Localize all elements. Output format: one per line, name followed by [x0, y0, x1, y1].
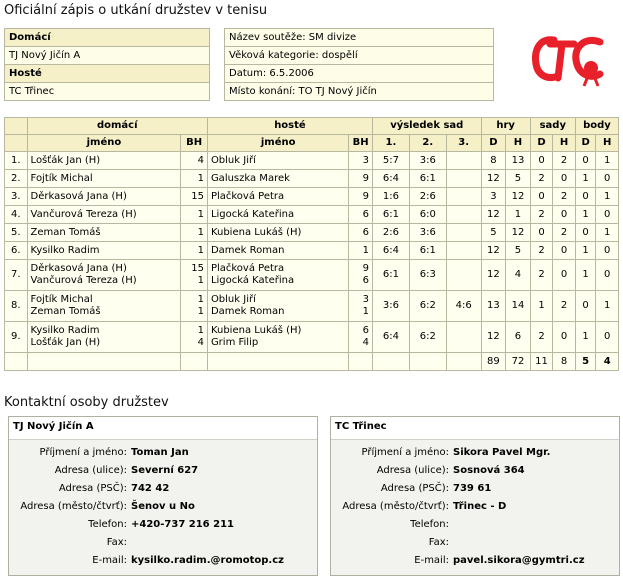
sets-h-header: H: [553, 135, 576, 152]
set3-score: 4:6: [446, 291, 481, 322]
cell-line: Děrkasová Jana (H): [30, 190, 127, 202]
contact-label: Adresa (město/čtvrť):: [342, 501, 449, 512]
cell-line: 6: [362, 226, 369, 238]
set2-score: 6:1: [409, 170, 446, 188]
sets-away: 2: [553, 291, 576, 322]
cell-line: Fojtík Michal: [30, 172, 93, 184]
cell-line: Kubiena Lukáš (H): [210, 226, 302, 238]
home-player-names: [27, 224, 181, 242]
games-away: 6: [506, 322, 531, 353]
set3-score: [446, 322, 481, 353]
contact-row: [9, 480, 317, 498]
home-bh: [181, 322, 208, 353]
points-d-header: D: [575, 135, 596, 152]
points-home: 1: [575, 242, 596, 260]
away-team-name: TC Třinec: [5, 83, 210, 101]
away-name-header: jméno: [207, 135, 348, 152]
home-player-names: [27, 322, 181, 353]
result-header: výsledek sad: [372, 118, 481, 135]
contact-value: pavel.sikora@gymtri.cz: [453, 555, 585, 566]
away-bh: [349, 242, 373, 260]
sets-away: 2: [553, 224, 576, 242]
sets-away: 0: [553, 206, 576, 224]
cell-line: 1: [197, 244, 204, 256]
contact-label: Adresa (PSČ):: [58, 483, 127, 494]
set1-score: 1:6: [372, 188, 409, 206]
sets-away: 0: [553, 242, 576, 260]
match-number: 7.: [5, 260, 28, 291]
teams-box: [4, 28, 210, 101]
points-home: 1: [575, 322, 596, 353]
points-away: 1: [596, 152, 619, 170]
away-player-names: [207, 291, 348, 322]
contact-label: Telefon:: [410, 519, 449, 530]
sets-away: 2: [553, 188, 576, 206]
cell-line: Damek Roman: [210, 306, 285, 317]
match-rows: [5, 152, 619, 353]
sets-header: sady: [530, 118, 575, 135]
points-away: 0: [596, 206, 619, 224]
games-home: 13: [481, 291, 506, 322]
set3-score: [446, 188, 481, 206]
contact-row: [331, 480, 619, 498]
total-sets-home: 11: [530, 353, 553, 371]
total-games-away: 72: [506, 353, 531, 371]
set3-score: [446, 260, 481, 291]
contacts-title: Kontaktní osoby družstev: [4, 395, 169, 410]
set1-score: 6:4: [372, 322, 409, 353]
set3-score: [446, 224, 481, 242]
cell-line: 1: [197, 294, 204, 305]
corner-cell: [5, 118, 28, 135]
home-bh: [181, 152, 208, 170]
cell-line: Děrkasová Jana (H): [30, 263, 127, 274]
games-h-header: H: [506, 135, 531, 152]
points-away: 0: [596, 322, 619, 353]
contact-row: [9, 552, 317, 570]
contact-value: kysilko.radim.@romotop.cz: [131, 555, 284, 566]
games-header: hry: [481, 118, 530, 135]
match-row: [5, 291, 619, 322]
contact-label: E-mail:: [414, 555, 449, 566]
totals-empty: [5, 353, 28, 371]
contact-value: Sikora Pavel Mgr.: [453, 447, 551, 458]
total-games-home: 89: [481, 353, 506, 371]
match-number: 5.: [5, 224, 28, 242]
cell-line: Damek Roman: [210, 244, 285, 256]
points-home: 1: [575, 206, 596, 224]
set2-score: 3:6: [409, 224, 446, 242]
points-home: 1: [575, 170, 596, 188]
home-player-names: [27, 188, 181, 206]
match-row: [5, 260, 619, 291]
contact-team-name: TC Třinec: [331, 417, 619, 440]
points-away: 1: [596, 291, 619, 322]
home-player-names: [27, 242, 181, 260]
games-home: 8: [481, 152, 506, 170]
set1-score: 6:4: [372, 242, 409, 260]
contact-value: 742 42: [131, 483, 170, 494]
set1-score: 6:4: [372, 170, 409, 188]
totals-empty: [27, 353, 181, 371]
cell-line: 3: [362, 154, 369, 166]
totals-empty: [372, 353, 409, 371]
set2-score: 6:0: [409, 206, 446, 224]
set2-score: 6:3: [409, 260, 446, 291]
competition-age: Věková kategorie: dospělí: [225, 47, 494, 65]
contact-team-name: TJ Nový Jičín A: [9, 417, 317, 440]
games-home: 12: [481, 206, 506, 224]
match-row: [5, 170, 619, 188]
contact-box-home: [8, 416, 318, 576]
set3-score: [446, 206, 481, 224]
home-player-names: [27, 206, 181, 224]
away-player-names: [207, 322, 348, 353]
home-bh: [181, 188, 208, 206]
home-bh: [181, 260, 208, 291]
cell-line: Obluk Jiří: [210, 294, 256, 305]
games-away: 4: [506, 260, 531, 291]
cell-line: Zeman Tomáš: [30, 306, 101, 317]
contact-row: [9, 534, 317, 552]
match-number: 4.: [5, 206, 28, 224]
set2-score: 6:2: [409, 291, 446, 322]
sets-home: 0: [530, 152, 553, 170]
num-header: [5, 135, 28, 152]
match-number: 6.: [5, 242, 28, 260]
points-home: 1: [575, 260, 596, 291]
contact-row: [331, 444, 619, 462]
games-away: 12: [506, 224, 531, 242]
sets-home: 0: [530, 188, 553, 206]
totals-empty: [207, 353, 348, 371]
sets-away: 2: [553, 152, 576, 170]
cell-line: 9: [362, 172, 369, 184]
set2-score: 2:6: [409, 188, 446, 206]
match-row: [5, 206, 619, 224]
totals-empty: [446, 353, 481, 371]
cell-line: Grim Filip: [210, 337, 259, 348]
set2-score: 6:2: [409, 322, 446, 353]
cell-line: Ligocká Kateřina: [210, 208, 295, 220]
games-home: 12: [481, 170, 506, 188]
cell-line: Obluk Jiří: [210, 154, 256, 166]
set1-score: 5:7: [372, 152, 409, 170]
match-number: 2.: [5, 170, 28, 188]
page-title: Oficiální zápis o utkání družstev v tenisu: [4, 3, 268, 18]
points-home: 0: [575, 224, 596, 242]
set1-score: 3:6: [372, 291, 409, 322]
contact-rows: [331, 440, 619, 570]
match-number: 8.: [5, 291, 28, 322]
contact-label: Fax:: [428, 537, 449, 548]
contact-row: [9, 462, 317, 480]
sets-home: 2: [530, 260, 553, 291]
away-player-names: [207, 152, 348, 170]
contact-row: [9, 516, 317, 534]
match-number: 9.: [5, 322, 28, 353]
contact-label: Adresa (ulice):: [54, 465, 127, 476]
contact-label: Telefon:: [88, 519, 127, 530]
sets-away: 0: [553, 170, 576, 188]
set2-header: 2.: [409, 135, 446, 152]
totals-empty: [349, 353, 373, 371]
match-number: 1.: [5, 152, 28, 170]
away-bh: [349, 224, 373, 242]
sets-home: 2: [530, 242, 553, 260]
cell-line: 6: [362, 275, 369, 286]
cell-line: 4: [362, 337, 369, 348]
contact-value: 739 61: [453, 483, 492, 494]
cell-line: Vančurová Tereza (H): [30, 275, 137, 286]
home-team-name: TJ Nový Jičín A: [5, 47, 210, 65]
games-away: 14: [506, 291, 531, 322]
cell-line: 15: [191, 263, 204, 274]
contact-row: [331, 534, 619, 552]
contact-value: +420-737 216 211: [131, 519, 234, 530]
home-label: Domácí: [5, 29, 210, 47]
home-bh: [181, 170, 208, 188]
points-away: 0: [596, 170, 619, 188]
games-home: 12: [481, 322, 506, 353]
games-away: 5: [506, 170, 531, 188]
cell-line: 1: [362, 244, 369, 256]
set3-score: [446, 170, 481, 188]
cell-line: Plačková Petra: [210, 263, 285, 274]
home-player-names: [27, 291, 181, 322]
points-home: 0: [575, 188, 596, 206]
away-player-names: [207, 224, 348, 242]
match-row: [5, 322, 619, 353]
contact-label: Adresa (město/čtvrť):: [20, 501, 127, 512]
set3-header: 3.: [446, 135, 481, 152]
points-header: body: [575, 118, 618, 135]
match-number: 3.: [5, 188, 28, 206]
home-bh-header: BH: [181, 135, 208, 152]
away-player-names: [207, 242, 348, 260]
contact-row: [9, 498, 317, 516]
cell-line: 9: [362, 190, 369, 202]
games-d-header: D: [481, 135, 506, 152]
away-bh: [349, 206, 373, 224]
set3-score: [446, 242, 481, 260]
contact-box-away: [330, 416, 620, 576]
set2-score: 6:1: [409, 242, 446, 260]
sets-home: 2: [530, 322, 553, 353]
away-bh: [349, 260, 373, 291]
totals-empty: [409, 353, 446, 371]
club-logo: [528, 30, 608, 90]
cell-line: Lošťák Jan (H): [30, 337, 101, 348]
match-row: [5, 242, 619, 260]
contact-value: Sosnová 364: [453, 465, 525, 476]
away-bh: [349, 170, 373, 188]
cell-line: 1: [197, 226, 204, 238]
cell-line: Kysilko Radim: [30, 325, 100, 336]
cell-line: Zeman Tomáš: [30, 226, 101, 238]
set1-score: 6:1: [372, 206, 409, 224]
cell-line: Lošťák Jan (H): [30, 154, 101, 166]
points-away: 0: [596, 260, 619, 291]
sets-home: 0: [530, 224, 553, 242]
sets-away: 0: [553, 260, 576, 291]
away-bh: [349, 322, 373, 353]
cell-line: Kysilko Radim: [30, 244, 100, 256]
cell-line: 1: [197, 306, 204, 317]
points-home: 0: [575, 291, 596, 322]
away-bh: [349, 291, 373, 322]
cell-line: 4: [197, 337, 204, 348]
home-header: domácí: [27, 118, 207, 135]
cell-line: Fojtík Michal: [30, 294, 93, 305]
set1-header: 1.: [372, 135, 409, 152]
totals-empty: [181, 353, 208, 371]
games-away: 5: [506, 242, 531, 260]
competition-venue: Místo konání: TO TJ Nový Jičín: [225, 83, 494, 101]
home-bh: [181, 242, 208, 260]
cell-line: 4: [197, 154, 204, 166]
cell-line: 1: [362, 306, 369, 317]
home-player-names: [27, 152, 181, 170]
contact-label: Fax:: [106, 537, 127, 548]
contact-label: Příjmení a jméno:: [361, 447, 449, 458]
points-h-header: H: [596, 135, 619, 152]
home-name-header: jméno: [27, 135, 181, 152]
set1-score: 6:1: [372, 260, 409, 291]
contact-label: E-mail:: [92, 555, 127, 566]
home-player-names: [27, 170, 181, 188]
contact-rows: [9, 440, 317, 570]
cell-line: 1: [197, 275, 204, 286]
contact-label: Adresa (ulice):: [376, 465, 449, 476]
away-bh: [349, 188, 373, 206]
contact-value: Toman Jan: [131, 447, 189, 458]
set3-score: [446, 152, 481, 170]
points-away: 0: [596, 242, 619, 260]
cell-line: Ligocká Kateřina: [210, 275, 295, 286]
cell-line: 1: [197, 208, 204, 220]
cell-line: 6: [362, 325, 369, 336]
games-home: 3: [481, 188, 506, 206]
away-player-names: [207, 206, 348, 224]
cell-line: 9: [362, 263, 369, 274]
games-home: 12: [481, 260, 506, 291]
away-label: Hosté: [5, 65, 210, 83]
sets-home: 2: [530, 206, 553, 224]
results-table: [4, 117, 619, 371]
home-bh: [181, 206, 208, 224]
home-bh: [181, 224, 208, 242]
contact-row: [331, 516, 619, 534]
total-points-away: 4: [596, 353, 619, 371]
sets-home: 2: [530, 170, 553, 188]
cell-line: Galuszka Marek: [210, 172, 290, 184]
games-away: 12: [506, 188, 531, 206]
match-row: [5, 188, 619, 206]
games-away: 1: [506, 206, 531, 224]
away-player-names: [207, 170, 348, 188]
points-away: 1: [596, 188, 619, 206]
games-home: 12: [481, 242, 506, 260]
sets-away: 0: [553, 322, 576, 353]
away-header: hosté: [207, 118, 372, 135]
cell-line: Plačková Petra: [210, 190, 285, 202]
games-home: 5: [481, 224, 506, 242]
set2-score: 3:6: [409, 152, 446, 170]
cell-line: 1: [197, 172, 204, 184]
home-bh: [181, 291, 208, 322]
match-row: [5, 152, 619, 170]
contact-value: Třinec - D: [453, 501, 507, 512]
away-player-names: [207, 188, 348, 206]
away-bh-header: BH: [349, 135, 373, 152]
sets-home: 1: [530, 291, 553, 322]
set1-score: 2:6: [372, 224, 409, 242]
points-home: 0: [575, 152, 596, 170]
cell-line: 6: [362, 208, 369, 220]
cell-line: Vančurová Tereza (H): [30, 208, 137, 220]
competition-name: Název soutěže: SM divize: [225, 29, 494, 47]
competition-box: [224, 28, 494, 101]
total-points-home: 5: [575, 353, 596, 371]
cell-line: 1: [197, 325, 204, 336]
contact-label: Adresa (PSČ):: [380, 483, 449, 494]
away-player-names: [207, 260, 348, 291]
cell-line: 15: [191, 190, 204, 202]
sets-d-header: D: [530, 135, 553, 152]
match-row: [5, 224, 619, 242]
away-bh: [349, 152, 373, 170]
cell-line: Kubiena Lukáš (H): [210, 325, 302, 336]
contact-row: [331, 552, 619, 570]
contact-value: Šenov u No: [131, 501, 195, 512]
contact-value: Severní 627: [131, 465, 199, 476]
contact-row: [331, 498, 619, 516]
contact-label: Příjmení a jméno:: [39, 447, 127, 458]
total-sets-away: 8: [553, 353, 576, 371]
competition-date: Datum: 6.5.2006: [225, 65, 494, 83]
points-away: 1: [596, 224, 619, 242]
home-player-names: [27, 260, 181, 291]
cell-line: 3: [362, 294, 369, 305]
contact-row: [9, 444, 317, 462]
games-away: 13: [506, 152, 531, 170]
contact-row: [331, 462, 619, 480]
